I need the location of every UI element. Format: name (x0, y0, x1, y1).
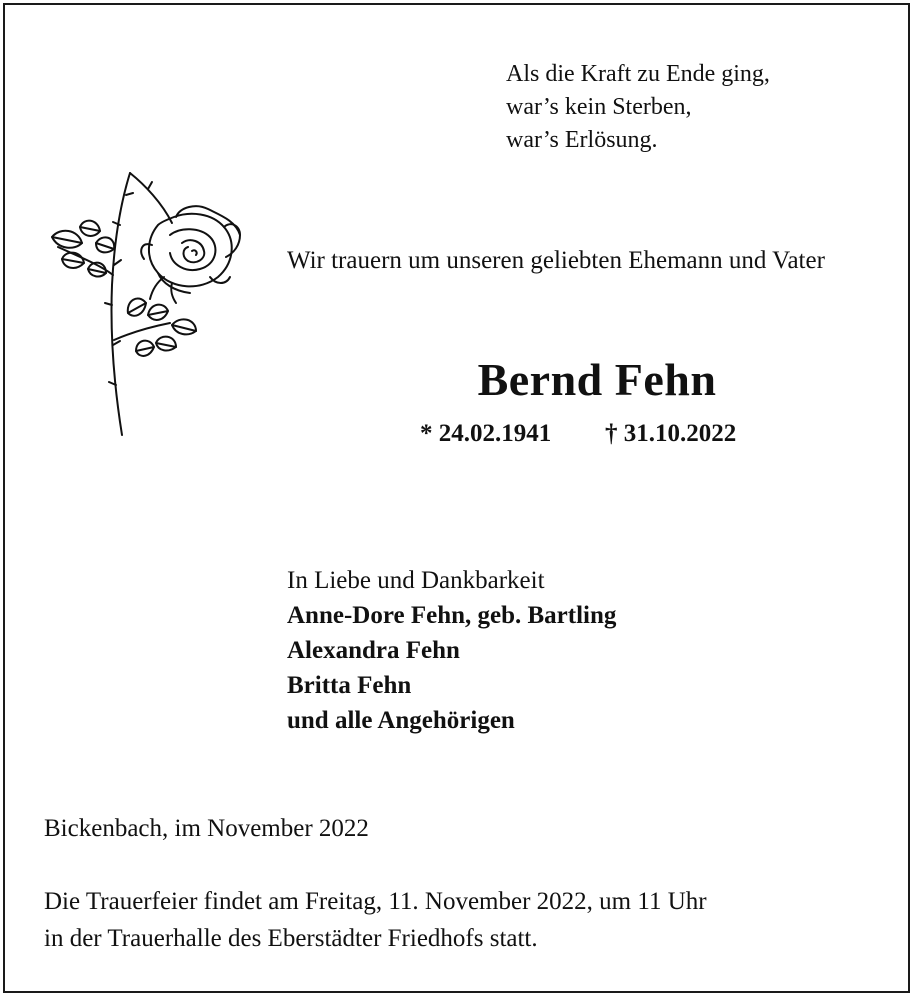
motto-line-2: war’s kein Sterben, (506, 94, 692, 120)
service-line-1: Die Trauerfeier findet am Freitag, 11. November 2022, um 11 Uhr (44, 888, 707, 915)
place-and-date: Bickenbach, im November 2022 (44, 815, 369, 842)
service-line-2: in der Trauerhalle des Eberstädter Friedhofs statt. (44, 925, 538, 952)
family-member: Alexandra Fehn (287, 637, 460, 664)
deceased-name: Bernd Fehn (477, 354, 717, 405)
intro-text: Wir trauern um unseren geliebten Ehemann und Vater (287, 247, 825, 274)
family-member: Britta Fehn (287, 672, 412, 699)
motto-line-1: Als die Kraft zu Ende ging, (506, 61, 770, 87)
death-date: † 31.10.2022 (605, 420, 737, 447)
family-member: Anne-Dore Fehn, geb. Bartling (287, 602, 617, 629)
motto-verse (506, 58, 770, 157)
family-block (287, 563, 616, 738)
birth-date: * 24.02.1941 (420, 420, 552, 447)
rose-icon (40, 165, 250, 445)
family-member: und alle Angehörigen (287, 707, 515, 734)
family-heading: In Liebe und Dankbarkeit (287, 567, 545, 594)
motto-line-3: war’s Erlösung. (506, 127, 658, 153)
service-info (44, 883, 707, 957)
